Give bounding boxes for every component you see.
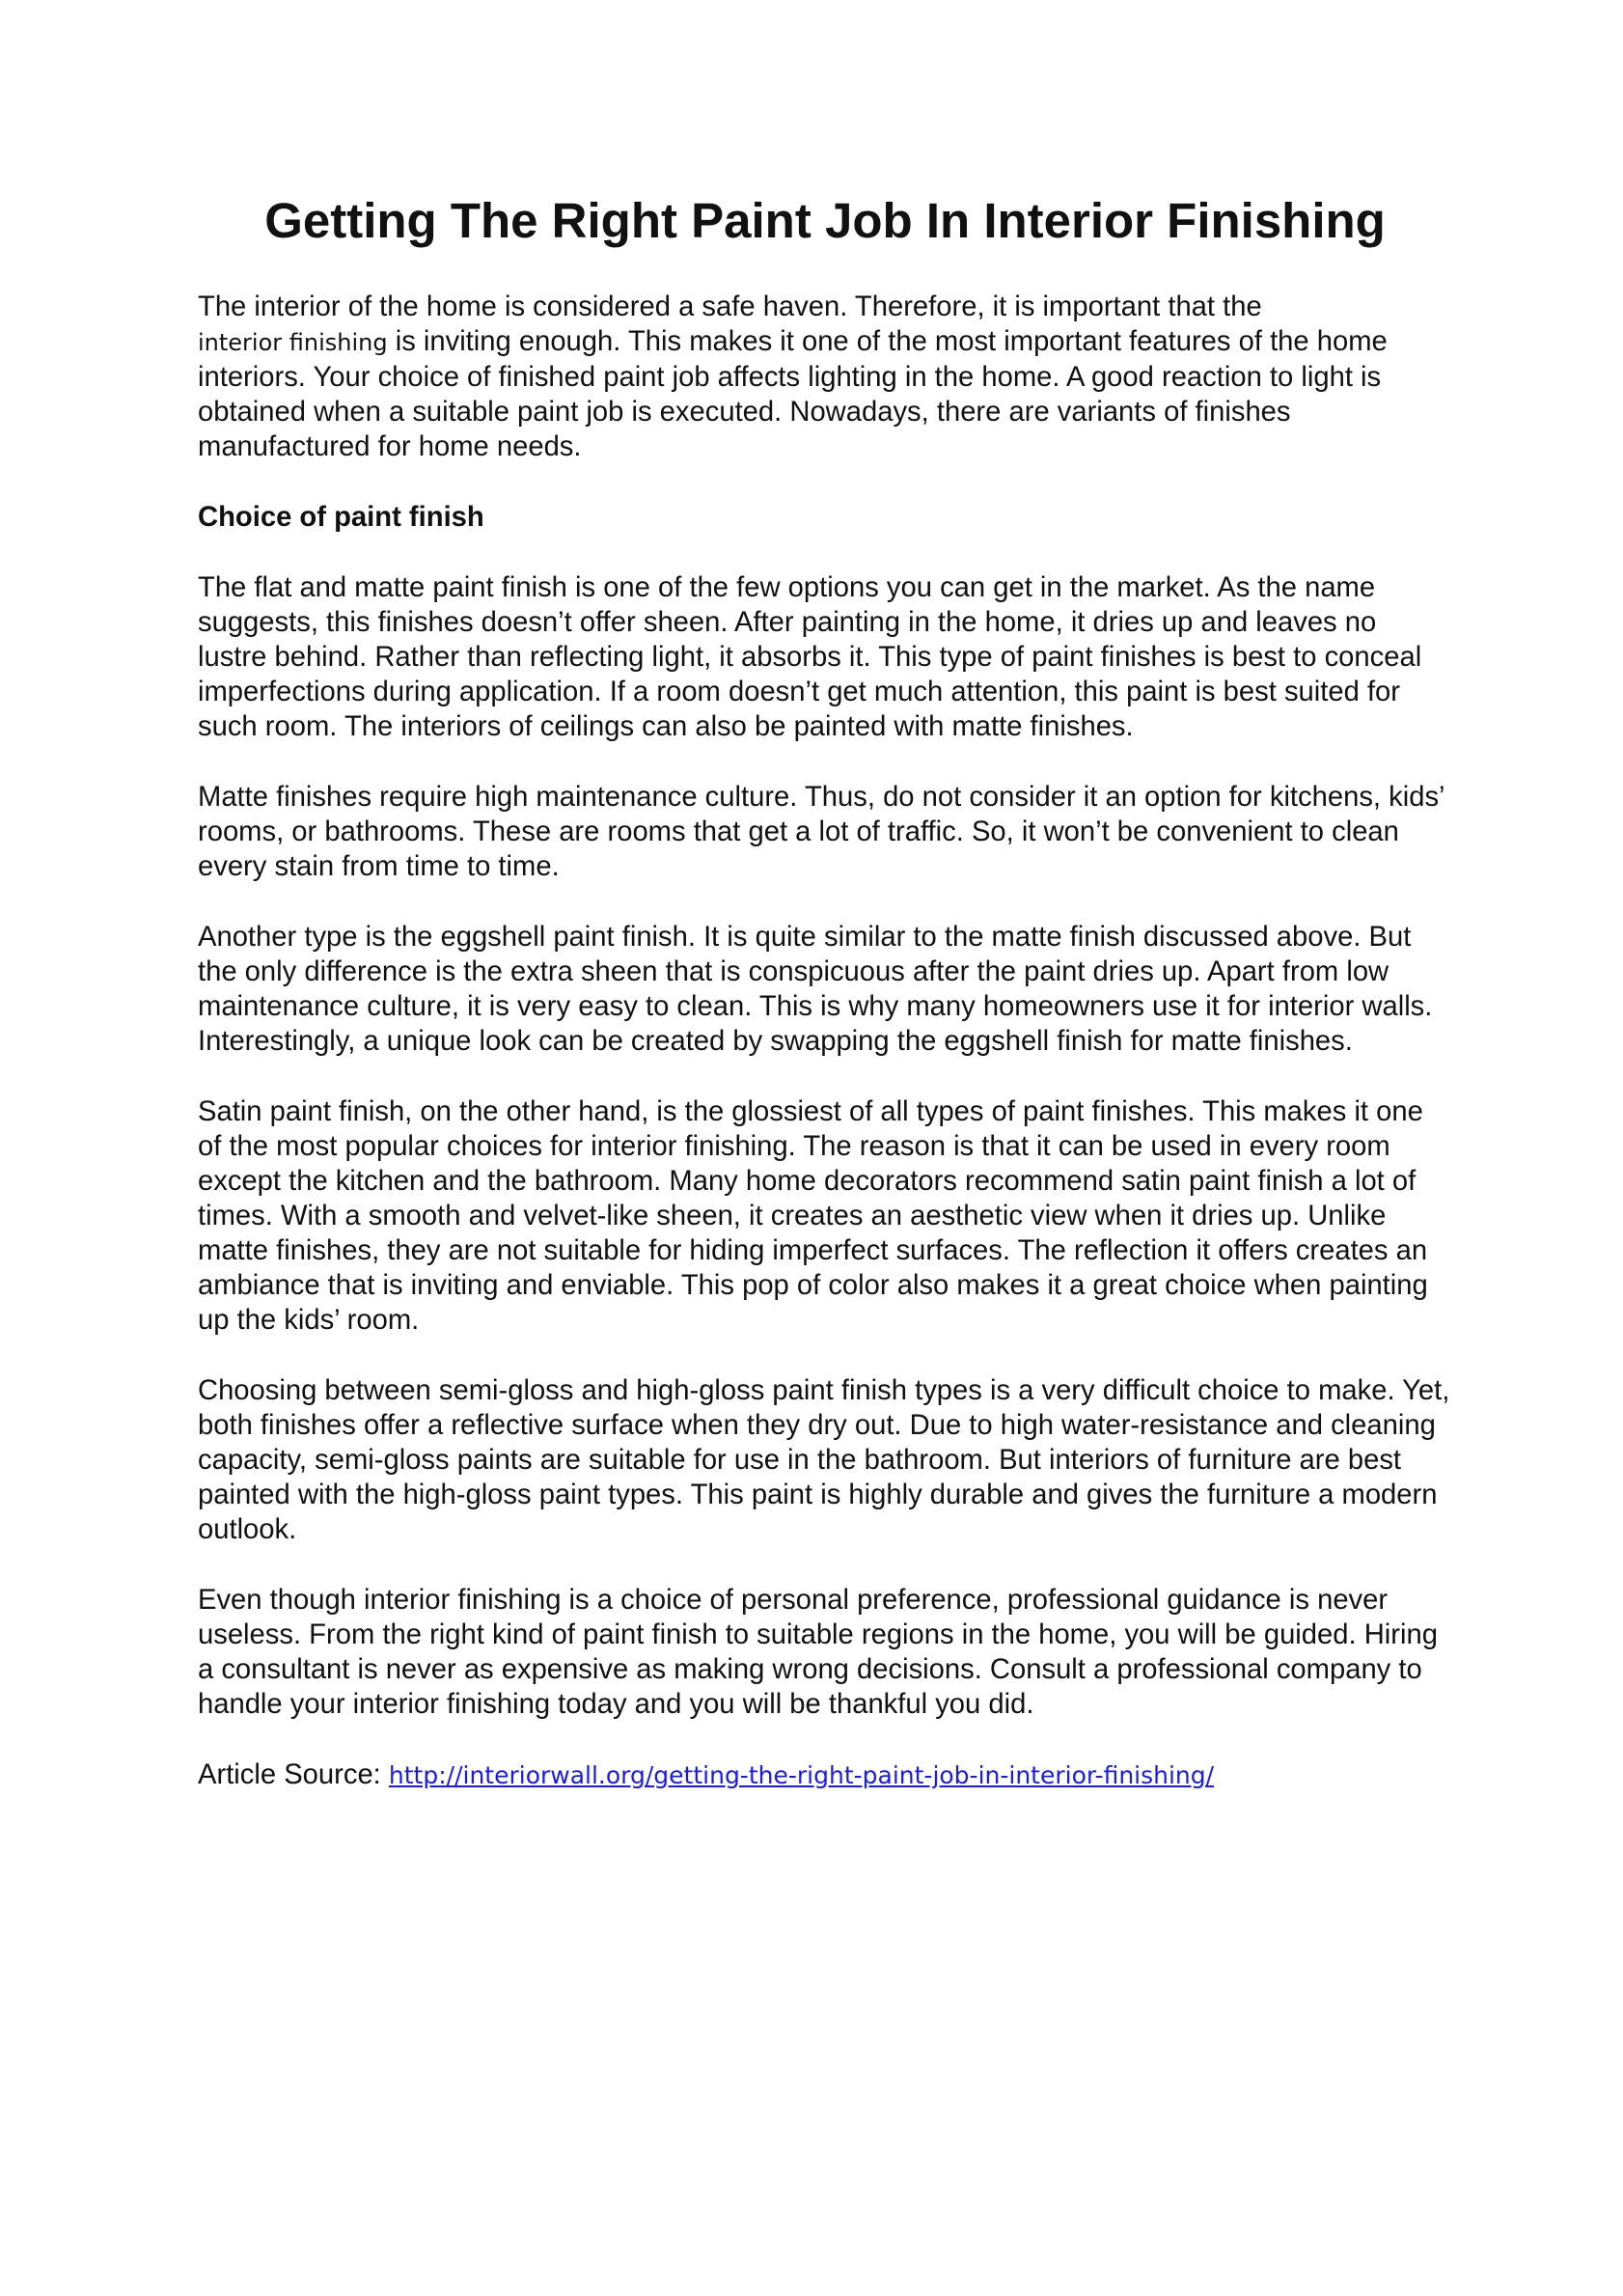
article-source-link[interactable]: http://interiorwall.org/getting-the-right-paint-job-in-interior-finishing/: [388, 1761, 1215, 1789]
article-source: [198, 1757, 1452, 1793]
paragraph-gloss: Choosing between semi-gloss and high-gloss paint finish types is a very difficult choice to make. Yet, both finishes offer a reflective surface when they dry out. Due to high water-resistance and cleaning capacity, semi-gloss paints are suitable for use in the bathroom. But interiors of furniture are best painted with the high-gloss paint types. This paint is highly durable and gives the furniture a modern outlook.: [198, 1375, 1450, 1545]
page-title: Getting The Right Paint Job In Interior Finishing: [264, 193, 1386, 248]
section-heading: Choice of paint finish: [198, 502, 484, 533]
article-body: [198, 290, 1452, 1793]
intro-paragraph: [198, 290, 1452, 464]
paragraph-matte: The flat and matte paint finish is one of the few options you can get in the market. As the name suggests, this finishes doesn’t offer sheen. After painting in the home, it dries up and leaves no lustre behind. Rather than reflecting light, it absorbs it. This type of paint finishes is best to conceal imperfections during application. If a room doesn’t get much attention, this paint is best suited for such room. The interiors of ceilings can also be painted with matte finishes.: [198, 572, 1422, 742]
intro-text-rest: is inviting enough. This makes it one of the most important features of the home interiors. Your choice of finished paint job affects lighting in the home. A good reaction to light is obtained when a suitable paint job is executed. Nowadays, there are variants of finishes manufactured for home needs.: [198, 326, 1388, 462]
paragraph-eggshell: Another type is the eggshell paint finish. It is quite similar to the matte finish discussed above. But the only difference is the extra sheen that is conspicuous after the paint dries up. Apart from low maintenance culture, it is very easy to clean. This is why many homeowners use it for interior walls. Interestingly, a unique look can be created by swapping the eggshell finish for matte finishes.: [198, 922, 1433, 1057]
paragraph-satin: Satin paint finish, on the other hand, is the glossiest of all types of paint finishes. This makes it one of the most popular choices for interior finishing. The reason is that it can be used in every room except the kitchen and the bathroom. Many home decorators recommend satin paint finish a lot of times. With a smooth and velvet-like sheen, it creates an aesthetic view when it dries up. Unlike matte finishes, they are not suitable for hiding imperfect surfaces. The reflection it offers creates an ambiance that is inviting and enviable. This pop of color also makes it a great choice when painting up the kids’ room.: [198, 1096, 1428, 1336]
paragraph-maintenance: Matte finishes require high maintenance culture. Thus, do not consider it an option for kitchens, kids’ rooms, or bathrooms. These are rooms that get a lot of traffic. So, it won’t be convenient to clean every stain from time to time.: [198, 782, 1444, 882]
intro-term: interior finishing: [198, 329, 388, 356]
article-source-label: Article Source:: [198, 1759, 389, 1790]
intro-text-start: The interior of the home is considered a safe haven. Therefore, it is important that the: [198, 291, 1262, 322]
paragraph-conclusion: Even though interior finishing is a choice of personal preference, professional guidance is never useless. From the right kind of paint finish to suitable regions in the home, you will be guided. Hiring a consultant is never as expensive as making wrong decisions. Consult a professional company to handle your interior finishing today and you will be thankful you did.: [198, 1585, 1438, 1720]
